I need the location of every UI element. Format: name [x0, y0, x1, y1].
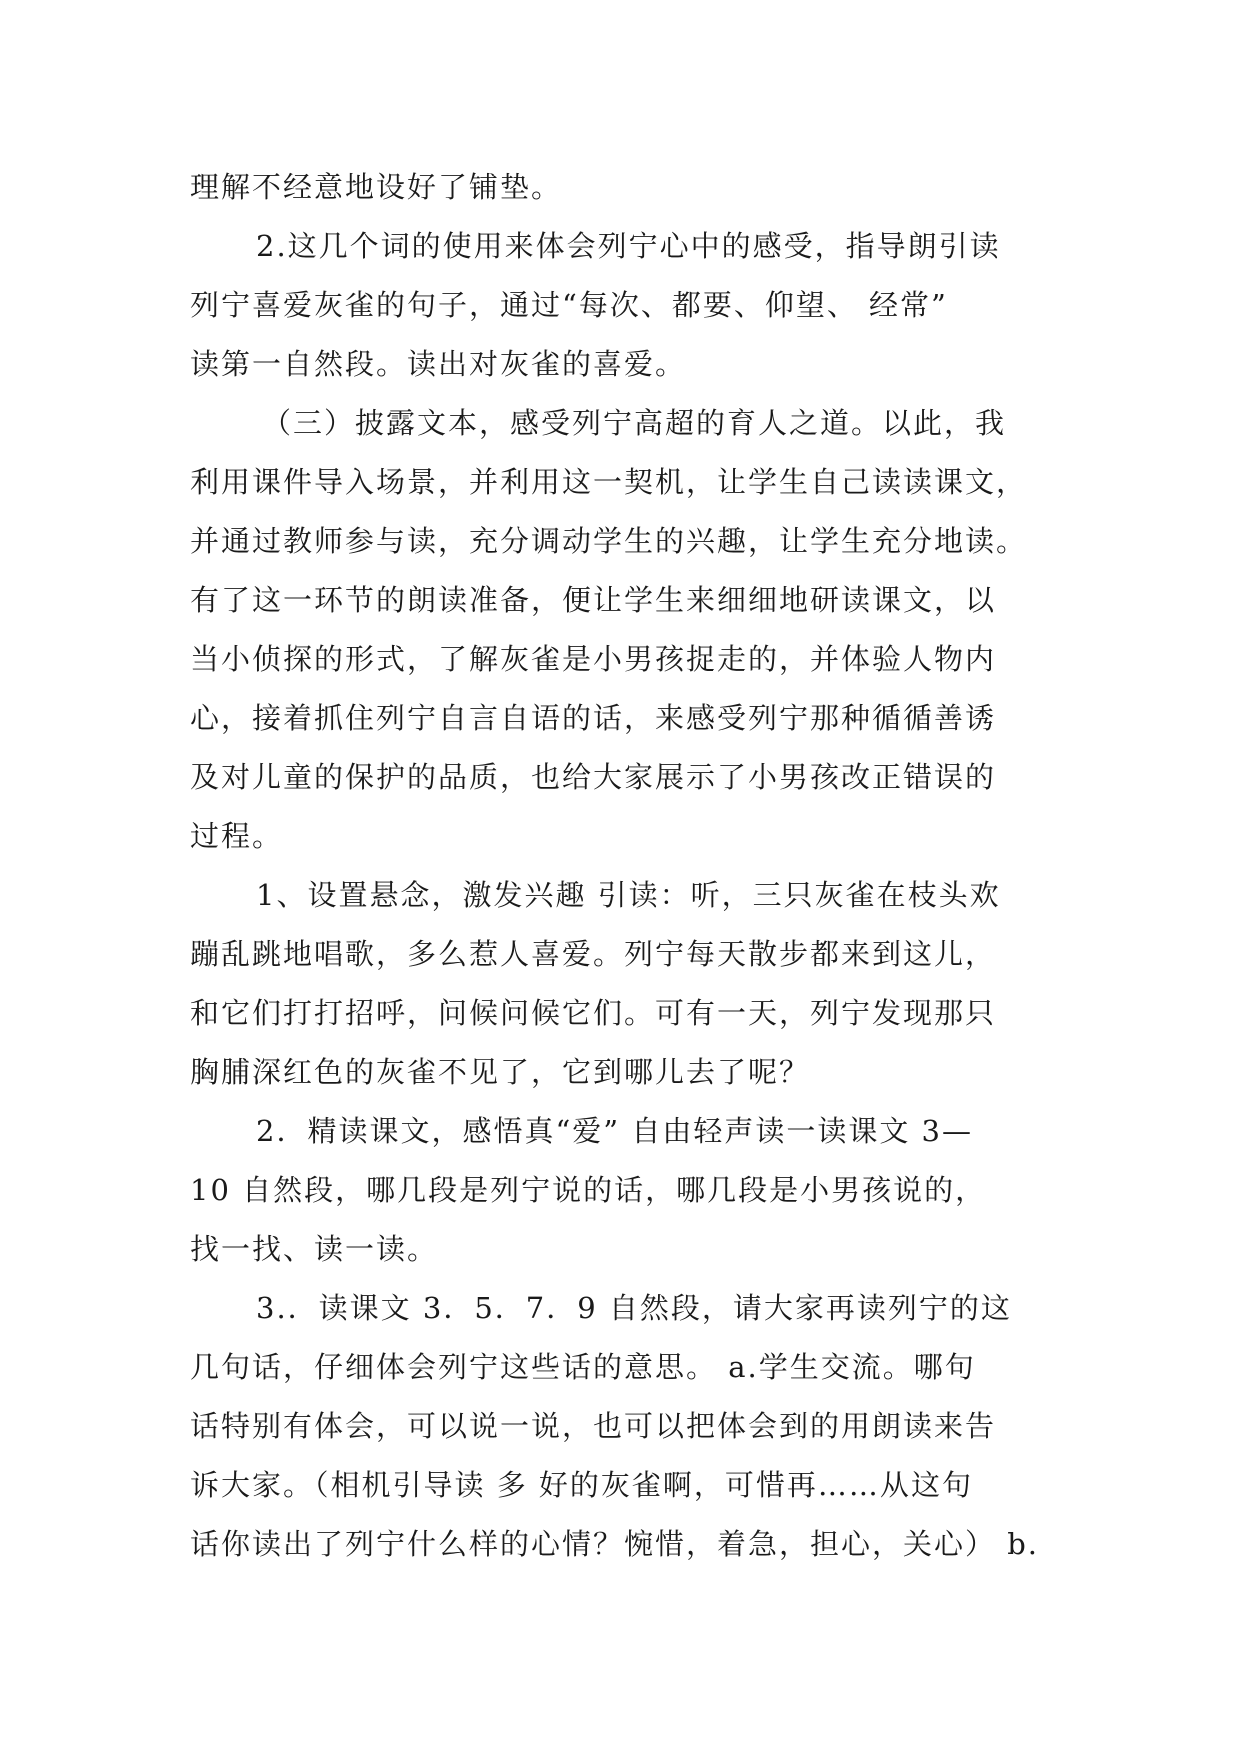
text-line: 列宁喜爱灰雀的句子，通过“每次、都要、仰望、 经常”: [190, 288, 948, 322]
text-line: 1、设置悬念，激发兴趣 引读：听，三只灰雀在枝头欢: [256, 878, 1001, 912]
text-line: 过程。: [190, 819, 284, 853]
text-line: 诉大家。（相机引导读 多 好的灰雀啊，可惜再……从这句: [190, 1468, 973, 1502]
text-line: 有了这一环节的朗读准备，便让学生来细细地研读课文，以: [190, 583, 997, 617]
text-line: 及对儿童的保护的品质，也给大家展示了小男孩改正错误的: [190, 760, 997, 794]
text-line: 理解不经意地设好了铺垫。: [190, 170, 563, 204]
text-line: 和它们打打招呼，问候问候它们。可有一天，列宁发现那只: [190, 996, 997, 1030]
text-line: 10 自然段，哪几段是列宁说的话，哪几段是小男孩说的，: [190, 1173, 987, 1207]
text-line: 当小侦探的形式，了解灰雀是小男孩捉走的，并体验人物内: [190, 642, 997, 676]
text-line: 2.这几个词的使用来体会列宁心中的感受，指导朗引读: [256, 229, 1001, 263]
text-line: 几句话，仔细体会列宁这些话的意思。 a.学生交流。哪句: [190, 1350, 976, 1384]
text-line: 话特别有体会，可以说一说，也可以把体会到的用朗读来告: [190, 1409, 997, 1443]
text-line: 话你读出了列宁什么样的心情？惋惜，着急，担心，关心） b.: [190, 1527, 1040, 1561]
text-line: 3.．读课文 3．5．7．9 自然段，请大家再读列宁的这: [256, 1291, 1012, 1325]
text-line: 利用课件导入场景，并利用这一契机，让学生自己读读课文，: [190, 465, 1028, 499]
body-text: [190, 158, 1070, 1574]
text-line: 蹦乱跳地唱歌，多么惹人喜爱。列宁每天散步都来到这儿，: [190, 937, 997, 971]
text-line: （三）披露文本，感受列宁高超的育人之道。以此，我: [262, 406, 1007, 440]
text-line: 2．精读课文，感悟真“爱” 自由轻声读一读课文 3—: [256, 1114, 973, 1148]
text-line: 并通过教师参与读，充分调动学生的兴趣，让学生充分地读。: [190, 524, 1028, 558]
text-line: 胸脯深红色的灰雀不见了，它到哪儿去了呢？: [190, 1055, 811, 1089]
text-line: 读第一自然段。读出对灰雀的喜爱。: [190, 347, 687, 381]
text-line: 心，接着抓住列宁自言自语的话，来感受列宁那种循循善诱: [190, 701, 997, 735]
text-line: 找一找、读一读。: [190, 1232, 439, 1266]
